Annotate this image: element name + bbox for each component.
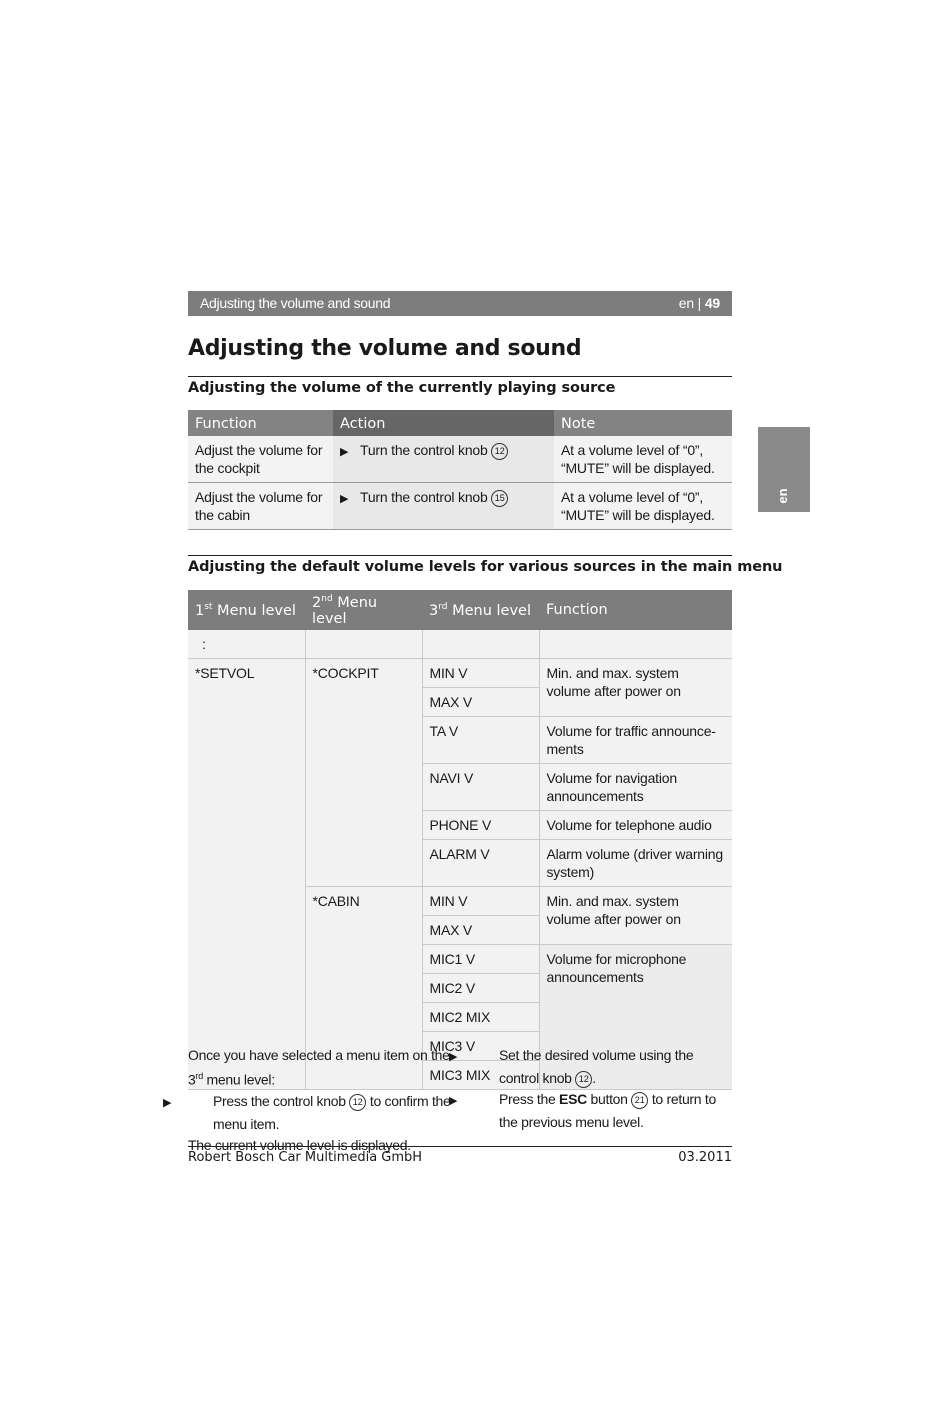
- footer-rule: [188, 1146, 732, 1147]
- language-side-tab: [758, 427, 810, 512]
- action-cell: ▶ Turn the control knob 12: [333, 436, 554, 483]
- note-cell: At a volume level of “0”, “MUTE” will be displayed.: [554, 483, 732, 530]
- knob-reference-icon: 12: [349, 1094, 366, 1111]
- function-cell: Min. and max. system volume after power on: [539, 658, 732, 716]
- column-header-level1: 1st Menu level: [188, 590, 305, 630]
- language-code: en: [678, 295, 694, 311]
- function-cell: Adjust the volume for the cockpit: [188, 436, 333, 483]
- column-header-note: Note: [554, 410, 732, 436]
- level3-cell: MIC1 V: [422, 944, 539, 973]
- arrow-bullet-icon: ▶: [449, 1051, 458, 1063]
- instruction-step: ▶ Press the control knob 12 to confirm the menu item.: [163, 1092, 451, 1132]
- table-row: [188, 658, 732, 687]
- arrow-bullet-icon: ▶: [449, 1095, 458, 1107]
- knob-reference-icon: 12: [491, 443, 508, 460]
- running-header: [188, 291, 732, 316]
- arrow-bullet-icon: ▶: [340, 493, 349, 505]
- section2-title: Adjusting the default volume levels for various sources in the main menu: [188, 559, 783, 575]
- page-title: Adjusting the volume and sound: [188, 336, 582, 361]
- action-cell: ▶ Turn the control knob 15: [333, 483, 554, 530]
- instructions-left: [163, 1045, 458, 1156]
- level3-cell: MAX V: [422, 687, 539, 716]
- level3-cell: MIN V: [422, 658, 539, 687]
- table-row: [188, 436, 732, 483]
- level3-cell: TA V: [422, 716, 539, 763]
- level2-cockpit-cell: *COCKPIT: [305, 658, 422, 886]
- function-cell: Alarm volume (driver warning system): [539, 839, 732, 886]
- column-header-level3: 3rd Menu level: [422, 590, 539, 630]
- function-cell: Min. and max. system volume after power on: [539, 886, 732, 944]
- running-header-title: Adjusting the volume and sound: [200, 295, 391, 311]
- column-header-function: Function: [188, 410, 333, 436]
- instruction-step: ▶ Press the ESC button 21 to return to the previous menu level.: [449, 1091, 716, 1130]
- level3-cell: MIC3 V: [422, 1031, 539, 1060]
- level3-cell: ALARM V: [422, 839, 539, 886]
- column-header-function: Function: [539, 590, 732, 630]
- level1-cell: *SETVOL: [188, 658, 305, 1089]
- instruction-step: ▶ Set the desired volume using the control knob 12 .: [449, 1047, 694, 1086]
- function-cell: Volume for microphone announcements: [539, 944, 732, 1089]
- knob-reference-icon: 12: [575, 1071, 592, 1088]
- knob-reference-icon: 21: [631, 1092, 648, 1109]
- page-number: en | 49: [678, 295, 720, 311]
- level3-cell: MIC2 V: [422, 973, 539, 1002]
- footer-date: 03.2011: [678, 1150, 732, 1165]
- section1-title: Adjusting the volume of the currently playing source: [188, 380, 616, 396]
- function-cell: Adjust the volume for the cabin: [188, 483, 333, 530]
- title-rule: [188, 376, 732, 377]
- menu-level-table: [188, 590, 732, 1090]
- instruction-result: The current volume level is displayed.: [188, 1136, 411, 1153]
- arrow-bullet-icon: ▶: [340, 446, 349, 458]
- level3-cell: NAVI V: [422, 763, 539, 810]
- arrow-bullet-icon: ▶: [163, 1096, 172, 1109]
- level3-cell: MAX V: [422, 915, 539, 944]
- volume-table: [188, 410, 732, 530]
- section2-rule: [188, 555, 732, 556]
- function-cell: Volume for traffic announce-ments: [539, 716, 732, 763]
- function-cell: Volume for telephone audio: [539, 810, 732, 839]
- column-header-action: Action: [333, 410, 554, 436]
- ellipsis-cell: :: [188, 630, 305, 659]
- knob-reference-icon: 15: [491, 490, 508, 507]
- level3-cell: MIC2 MIX: [422, 1002, 539, 1031]
- note-cell: At a volume level of “0”, “MUTE” will be displayed.: [554, 436, 732, 483]
- level3-cell: MIN V: [422, 886, 539, 915]
- column-header-level2: 2nd Menu level: [305, 590, 422, 630]
- side-tab-label: en: [775, 488, 790, 504]
- level2-cabin-cell: *CABIN: [305, 886, 422, 1089]
- footer-company: Robert Bosch Car Multimedia GmbH: [188, 1150, 423, 1165]
- instruction-intro: Once you have selected a menu item on the 3rd menu level:: [188, 1047, 450, 1088]
- function-cell: Volume for navigation announcements: [539, 763, 732, 810]
- level3-cell: MIC3 MIX: [422, 1060, 539, 1089]
- level3-cell: PHONE V: [422, 810, 539, 839]
- table-row: [188, 483, 732, 530]
- table-row: [188, 630, 732, 659]
- page-number-value: 49: [704, 295, 720, 311]
